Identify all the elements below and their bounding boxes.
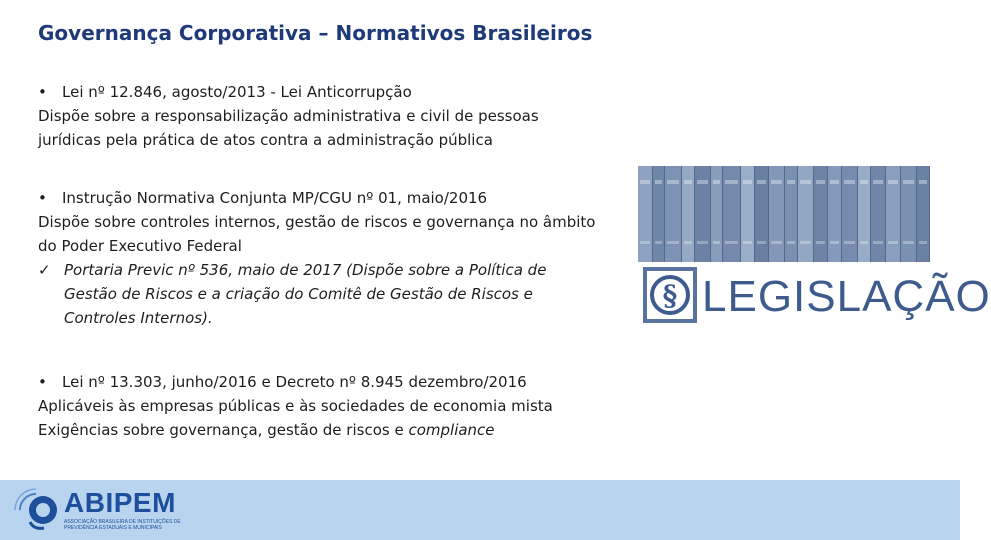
item-lei-13303 — [38, 370, 598, 442]
bookshelf-image — [638, 166, 930, 262]
svg-text:§: § — [662, 279, 678, 312]
checkmark-icon: ✓ — [38, 261, 51, 279]
item-heading: • Lei nº 12.846, agosto/2013 - Lei Anticorrupção — [38, 80, 598, 104]
item-description: Dispõe sobre a responsabilização administrativa e civil de pessoas jurídicas pela prática de atos contra a administração pública — [38, 107, 539, 149]
item-description: Aplicáveis às empresas públicas e às sociedades de economia mista — [38, 397, 553, 415]
abipem-subtitle: ASSOCIAÇÃO BRASILEIRA DE INSTITUIÇÕES DE PREVIDÊNCIA ESTADUAIS E MUNICIPAIS — [64, 519, 181, 531]
item-lei-anticorrupcao — [38, 80, 598, 152]
footer-band — [0, 480, 960, 540]
item-description: Dispõe sobre controles internos, gestão de riscos e governança no âmbito do Poder Executivo Federal — [38, 213, 596, 255]
portaria-checkitem — [38, 258, 598, 330]
content-list — [38, 80, 598, 442]
item-heading: • Lei nº 13.303, junho/2016 e Decreto nº 8.945 dezembro/2016 — [38, 370, 598, 394]
portaria-text: Portaria Previc nº 536, maio de 2017 (Dispõe sobre a Política de Gestão de Riscos e a criação do Comitê de Gestão de Riscos e Controles Internos). — [64, 261, 547, 327]
abipem-name: ABIPEM — [64, 487, 176, 518]
item-requirements — [38, 418, 598, 442]
item-heading: • Instrução Normativa Conjunta MP/CGU nº 01, maio/2016 — [38, 186, 598, 210]
legislation-graphic — [638, 166, 991, 330]
requirements-text: Exigências sobre governança, gestão de riscos e — [38, 421, 409, 439]
item-instrucao-normativa — [38, 186, 598, 330]
compliance-term: compliance — [408, 421, 495, 439]
legislacao-wordmark: LEGISLAÇÃO — [702, 272, 991, 321]
slide-title: Governança Corporativa – Normativos Brasileiros — [38, 21, 593, 45]
abipem-logo-icon — [10, 486, 64, 534]
section-sign-icon — [642, 266, 698, 324]
